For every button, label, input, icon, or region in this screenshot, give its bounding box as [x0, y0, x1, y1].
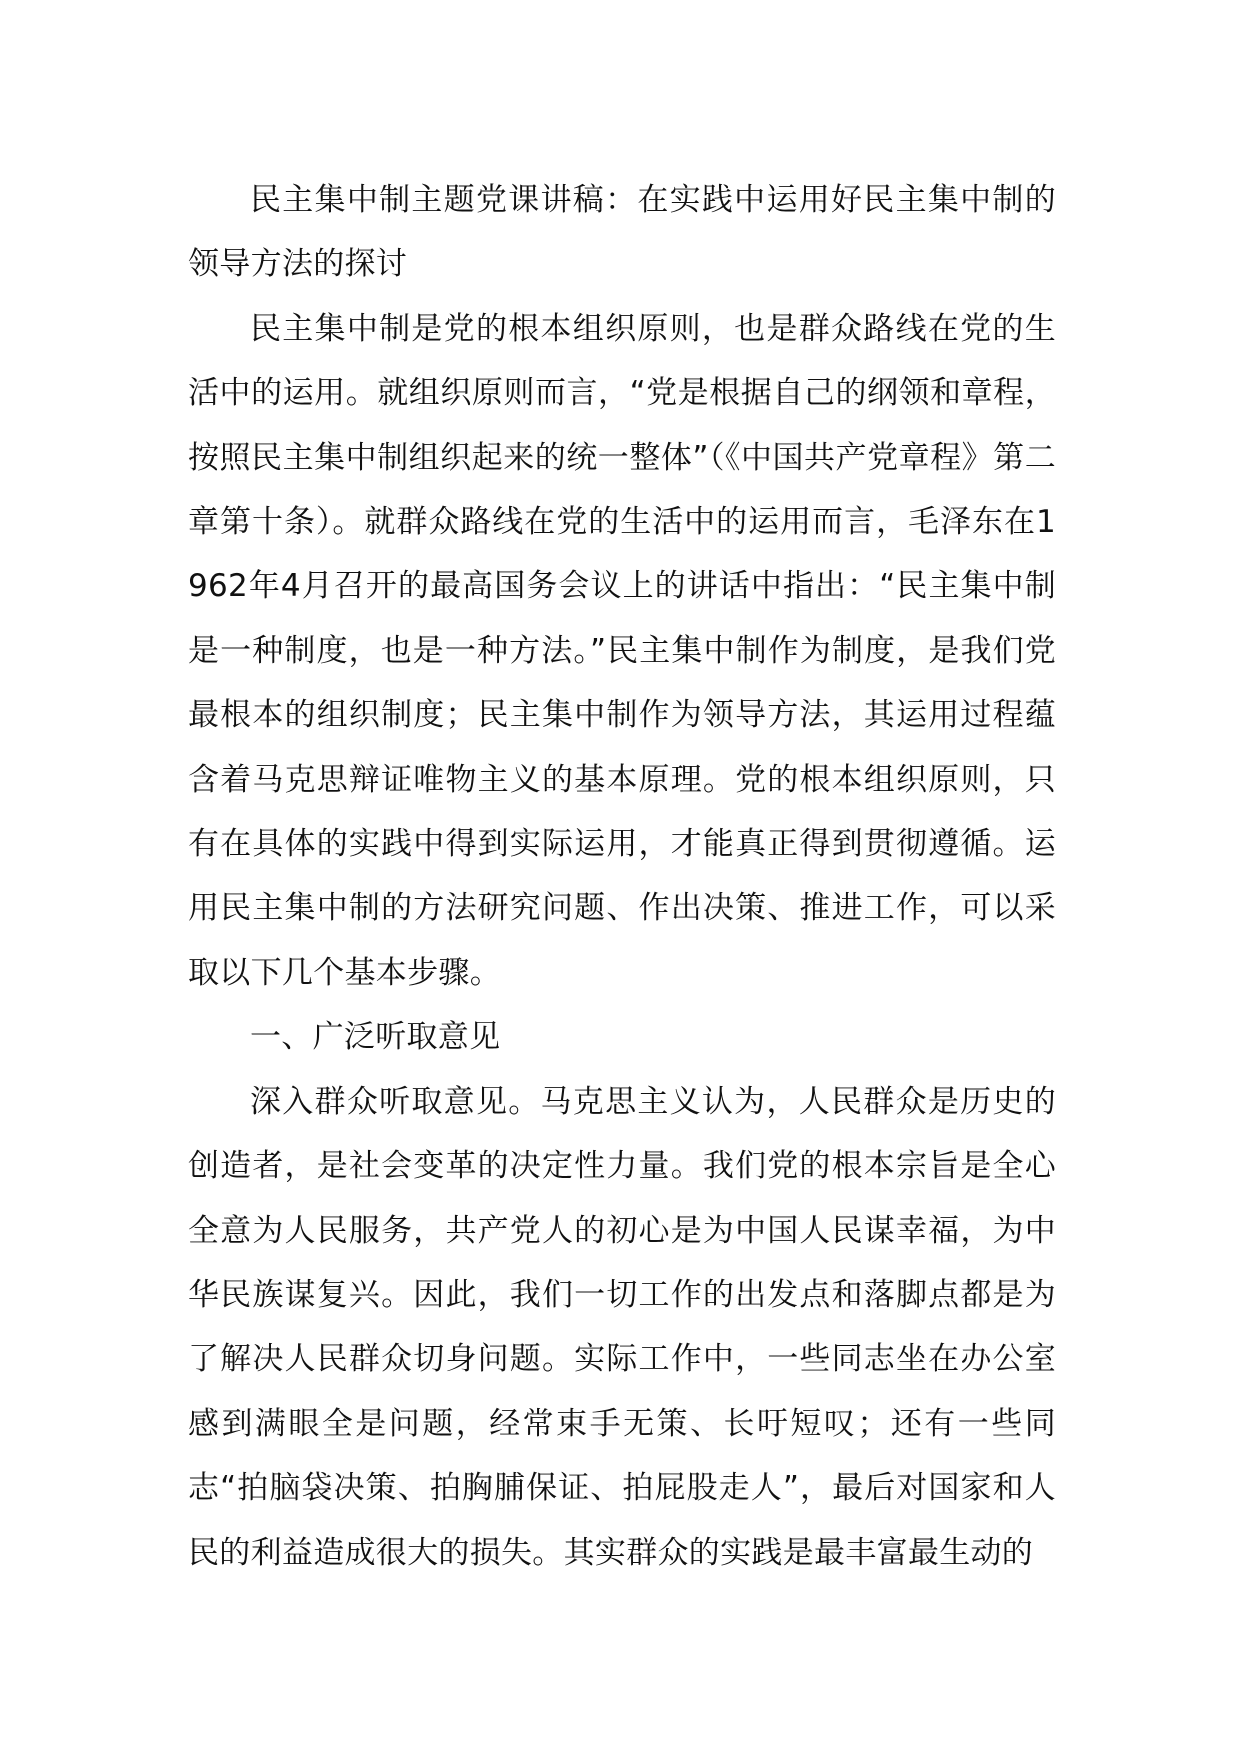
document-body: [188, 168, 1056, 1585]
body-paragraph: 深入群众听取意见。马克思主义认为，人民群众是历史的创造者，是社会变革的决定性力量。我们党的根本宗旨是全心全意为人民服务，共产党人的初心是为中国人民谋幸福，为中华民族谋复兴。因此，我们一切工作的出发点和落脚点都是为了解决人民群众切身问题。实际工作中，一些同志坐在办公室感到满眼全是问题，经常束手无策、长吁短叹；还有一些同志“拍脑袋决策、拍胸脯保证、拍屁股走人”，最后对国家和人民的利益造成很大的损失。其实群众的实践是最丰富最生动的: [188, 1083, 1056, 1571]
document-title: 民主集中制主题党课讲稿：在实践中运用好民主集中制的领导方法的探讨: [188, 182, 1056, 283]
body-paragraph: 民主集中制是党的根本组织原则，也是群众路线在党的生活中的运用。就组织原则而言，“党是根据自己的纲领和章程，按照民主集中制组织起来的统一整体”（《中国共产党章程》第二章第十条）。就群众路线在党的生活中的运用而言，毛泽东在1962年4月召开的最高国务会议上的讲话中指出：“民主集中制是一种制度，也是一种方法。”民主集中制作为制度，是我们党最根本的组织制度；民主集中制作为领导方法，其运用过程蕴含着马克思辩证唯物主义的基本原理。党的根本组织原则，只有在具体的实践中得到实际运用，才能真正得到贯彻遵循。运用民主集中制的方法研究问题、作出决策、推进工作，可以采取以下几个基本步骤。: [188, 310, 1056, 991]
section-heading: 一、广泛听取意见: [250, 1019, 501, 1056]
